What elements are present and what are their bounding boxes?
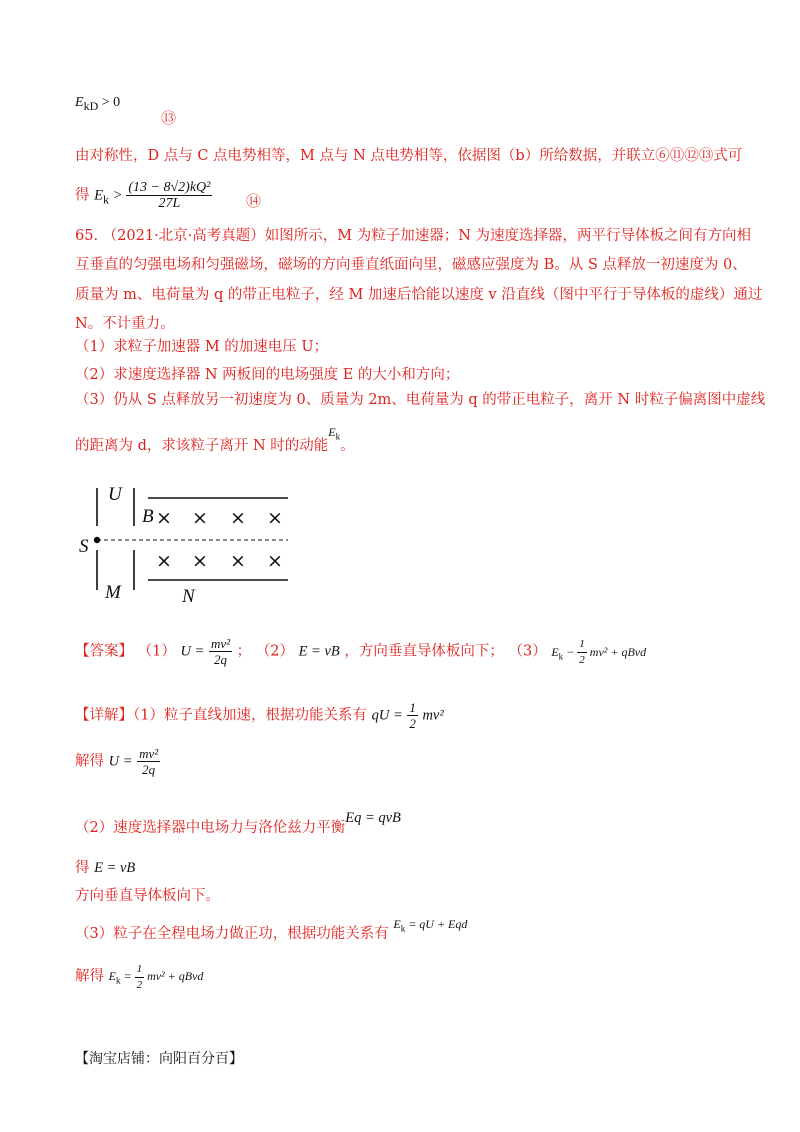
problem-line-3: 质量为 m、电荷量为 q 的带正电粒子，经 M 加速后恰能以速度 v 沿直线（图中平行于导体板的虚线）通过: [75, 287, 763, 303]
detail-u-num: mv²: [139, 746, 159, 761]
question-3-ek: [328, 425, 341, 442]
detail-final-eq: =: [123, 969, 132, 984]
result-denominator: 27L: [158, 196, 181, 211]
question-3-ek-sub: k: [335, 431, 341, 442]
detail-ek-sub: k: [400, 923, 406, 934]
detail-final-ek: E: [108, 969, 116, 984]
answer-u-lhs: U =: [180, 643, 205, 660]
ekd-symbol: E: [75, 95, 84, 110]
question-3-line-1: （3）仍从 S 点释放另一初速度为 0、质量为 2m、电荷量为 q 的带正电粒子，离开 N 时粒子偏离图中虚线: [75, 392, 766, 408]
detail-line-6-text: （3）粒子在全程电场力做正功，根据功能关系有: [75, 926, 389, 942]
answer-ek-expression: [551, 638, 647, 667]
detail-line-1-text: （1）粒子直线加速，根据功能关系有: [133, 707, 367, 724]
question-1: （1）求粒子加速器 M 的加速电压 U；: [75, 339, 329, 355]
label-s: S: [79, 536, 89, 557]
detail-e-eq: E = vB: [94, 860, 136, 876]
ekd-subscript: kD: [83, 98, 99, 113]
result-e-symbol: E: [94, 187, 103, 204]
result-subscript: k: [102, 192, 109, 207]
answer-part-2: （2）: [255, 643, 294, 660]
detail-u-den: 2q: [142, 762, 156, 777]
detail-final-sub: k: [115, 975, 121, 986]
detail-line-6: [75, 917, 468, 948]
b-field-cross: ×: [156, 550, 172, 572]
answer-ek-half-den: 2: [579, 654, 585, 667]
b-field-cross: ×: [230, 507, 246, 529]
equation-mark-14: ⑭: [246, 192, 262, 210]
b-field-cross: ×: [192, 507, 208, 529]
detail-half-num: 1: [409, 700, 416, 715]
answer-u-num: mv²: [210, 636, 231, 651]
detail-line-4: [75, 858, 135, 878]
answer-ek-symbol: E: [551, 644, 559, 659]
answer-ek-rest: mv² + qBvd: [589, 644, 647, 659]
answer-ek-half: [577, 637, 587, 668]
label-m: M: [105, 582, 121, 603]
detail-solve-prefix: 解得: [75, 753, 104, 770]
b-field-cross: ×: [267, 507, 283, 529]
answer-u-den: 2q: [213, 652, 227, 667]
s-point-dot: [94, 537, 100, 543]
answer-separator: ；: [236, 643, 252, 660]
label-b: B: [142, 506, 154, 527]
answer-ek-sub: k: [558, 650, 564, 661]
answer-e-eq: E = vB: [298, 643, 340, 660]
problem-line-1: 65. （2021·北京·高考真题）如图所示，M 为粒子加速器；N 为速度选择器，两平行导体板之间有方向相: [75, 228, 752, 244]
detail-ek-rhs: = qU + Eqd: [408, 917, 468, 931]
answer-part-3: （3）: [508, 643, 547, 660]
b-field-cross: ×: [192, 550, 208, 572]
answer-ek-op: −: [566, 644, 575, 659]
detail-half-den: 2: [409, 716, 416, 731]
detail-line-7: [75, 962, 203, 993]
detail-final-half: [135, 962, 145, 993]
detail-final-half-num: 1: [135, 962, 145, 978]
symmetry-paragraph: 由对称性，D 点与 C 点电势相等，M 点与 N 点电势相等，依据图（b）所给数据，并联立⑥⑪⑫⑬式可: [75, 148, 743, 164]
detail-final-prefix: 解得: [75, 968, 104, 985]
question-3-line-2: [75, 425, 355, 460]
answer-e-direction: ，方向垂直导体板向下；: [344, 643, 504, 660]
detail-eq-balance: Eq = qvB: [345, 810, 401, 826]
result-equation: [75, 180, 212, 211]
b-field-cross: ×: [230, 550, 246, 572]
detail-line-3-text: （2）速度选择器中电场力与洛伦兹力平衡: [75, 820, 346, 836]
accelerator-selector-figure: [70, 478, 300, 608]
answer-tag: 【答案】: [75, 643, 133, 660]
answer-line: [75, 636, 646, 668]
detail-get-prefix: 得: [75, 860, 90, 876]
detail-final-expression: [108, 963, 204, 991]
detail-tag: 【详解】: [75, 707, 133, 724]
shop-footer: 【淘宝店铺：向阳百分百】: [75, 1051, 243, 1067]
b-field-cross: ×: [156, 507, 172, 529]
question-3-text: 的距离为 d，求该粒子离开 N 时的动能: [75, 438, 329, 454]
detail-half: [407, 700, 418, 731]
detail-final-half-den: 2: [136, 979, 143, 991]
detail-line-2: [75, 746, 160, 777]
problem-line-4: N。不计重力。: [75, 316, 175, 332]
b-field-cross: ×: [267, 550, 283, 572]
detail-u-lhs: U =: [108, 753, 133, 770]
question-3-end: 。: [340, 438, 355, 454]
label-u: U: [108, 484, 122, 505]
answer-u-fraction: [209, 636, 232, 667]
answer-ek-half-num: 1: [577, 637, 587, 653]
detail-line-5: 方向垂直导体板向下。: [75, 888, 220, 904]
equation-mark-13: ⑬: [161, 109, 177, 127]
detail-qu-rhs: mv²: [422, 707, 444, 724]
ekd-inequality: [75, 95, 120, 114]
ekd-rhs: > 0: [101, 95, 121, 110]
answer-part-1: （1）: [137, 643, 176, 660]
detail-ek-symbol: E: [393, 917, 401, 931]
result-fraction: [126, 180, 212, 211]
result-gt: >: [113, 187, 122, 204]
problem-line-2: 互垂直的匀强电场和匀强磁场，磁场的方向垂直纸面向里，磁感应强度为 B。从 S 点释放一初速度为 0、: [75, 257, 747, 273]
detail-line-1: [75, 700, 444, 731]
question-3-ek-symbol: E: [328, 425, 336, 439]
result-numerator: (13 − 8√2)kQ²: [128, 180, 211, 195]
detail-qu-lhs: qU =: [371, 707, 403, 724]
detail-ek-energy: [393, 917, 468, 934]
label-n: N: [182, 586, 195, 607]
detail-u-fraction: [137, 746, 160, 777]
detail-line-3: [75, 810, 401, 838]
result-prefix: 得: [75, 187, 90, 204]
detail-final-rhs: mv² + qBvd: [147, 969, 204, 984]
question-2: （2）求速度选择器 N 两板间的电场强度 E 的大小和方向；: [75, 367, 460, 383]
